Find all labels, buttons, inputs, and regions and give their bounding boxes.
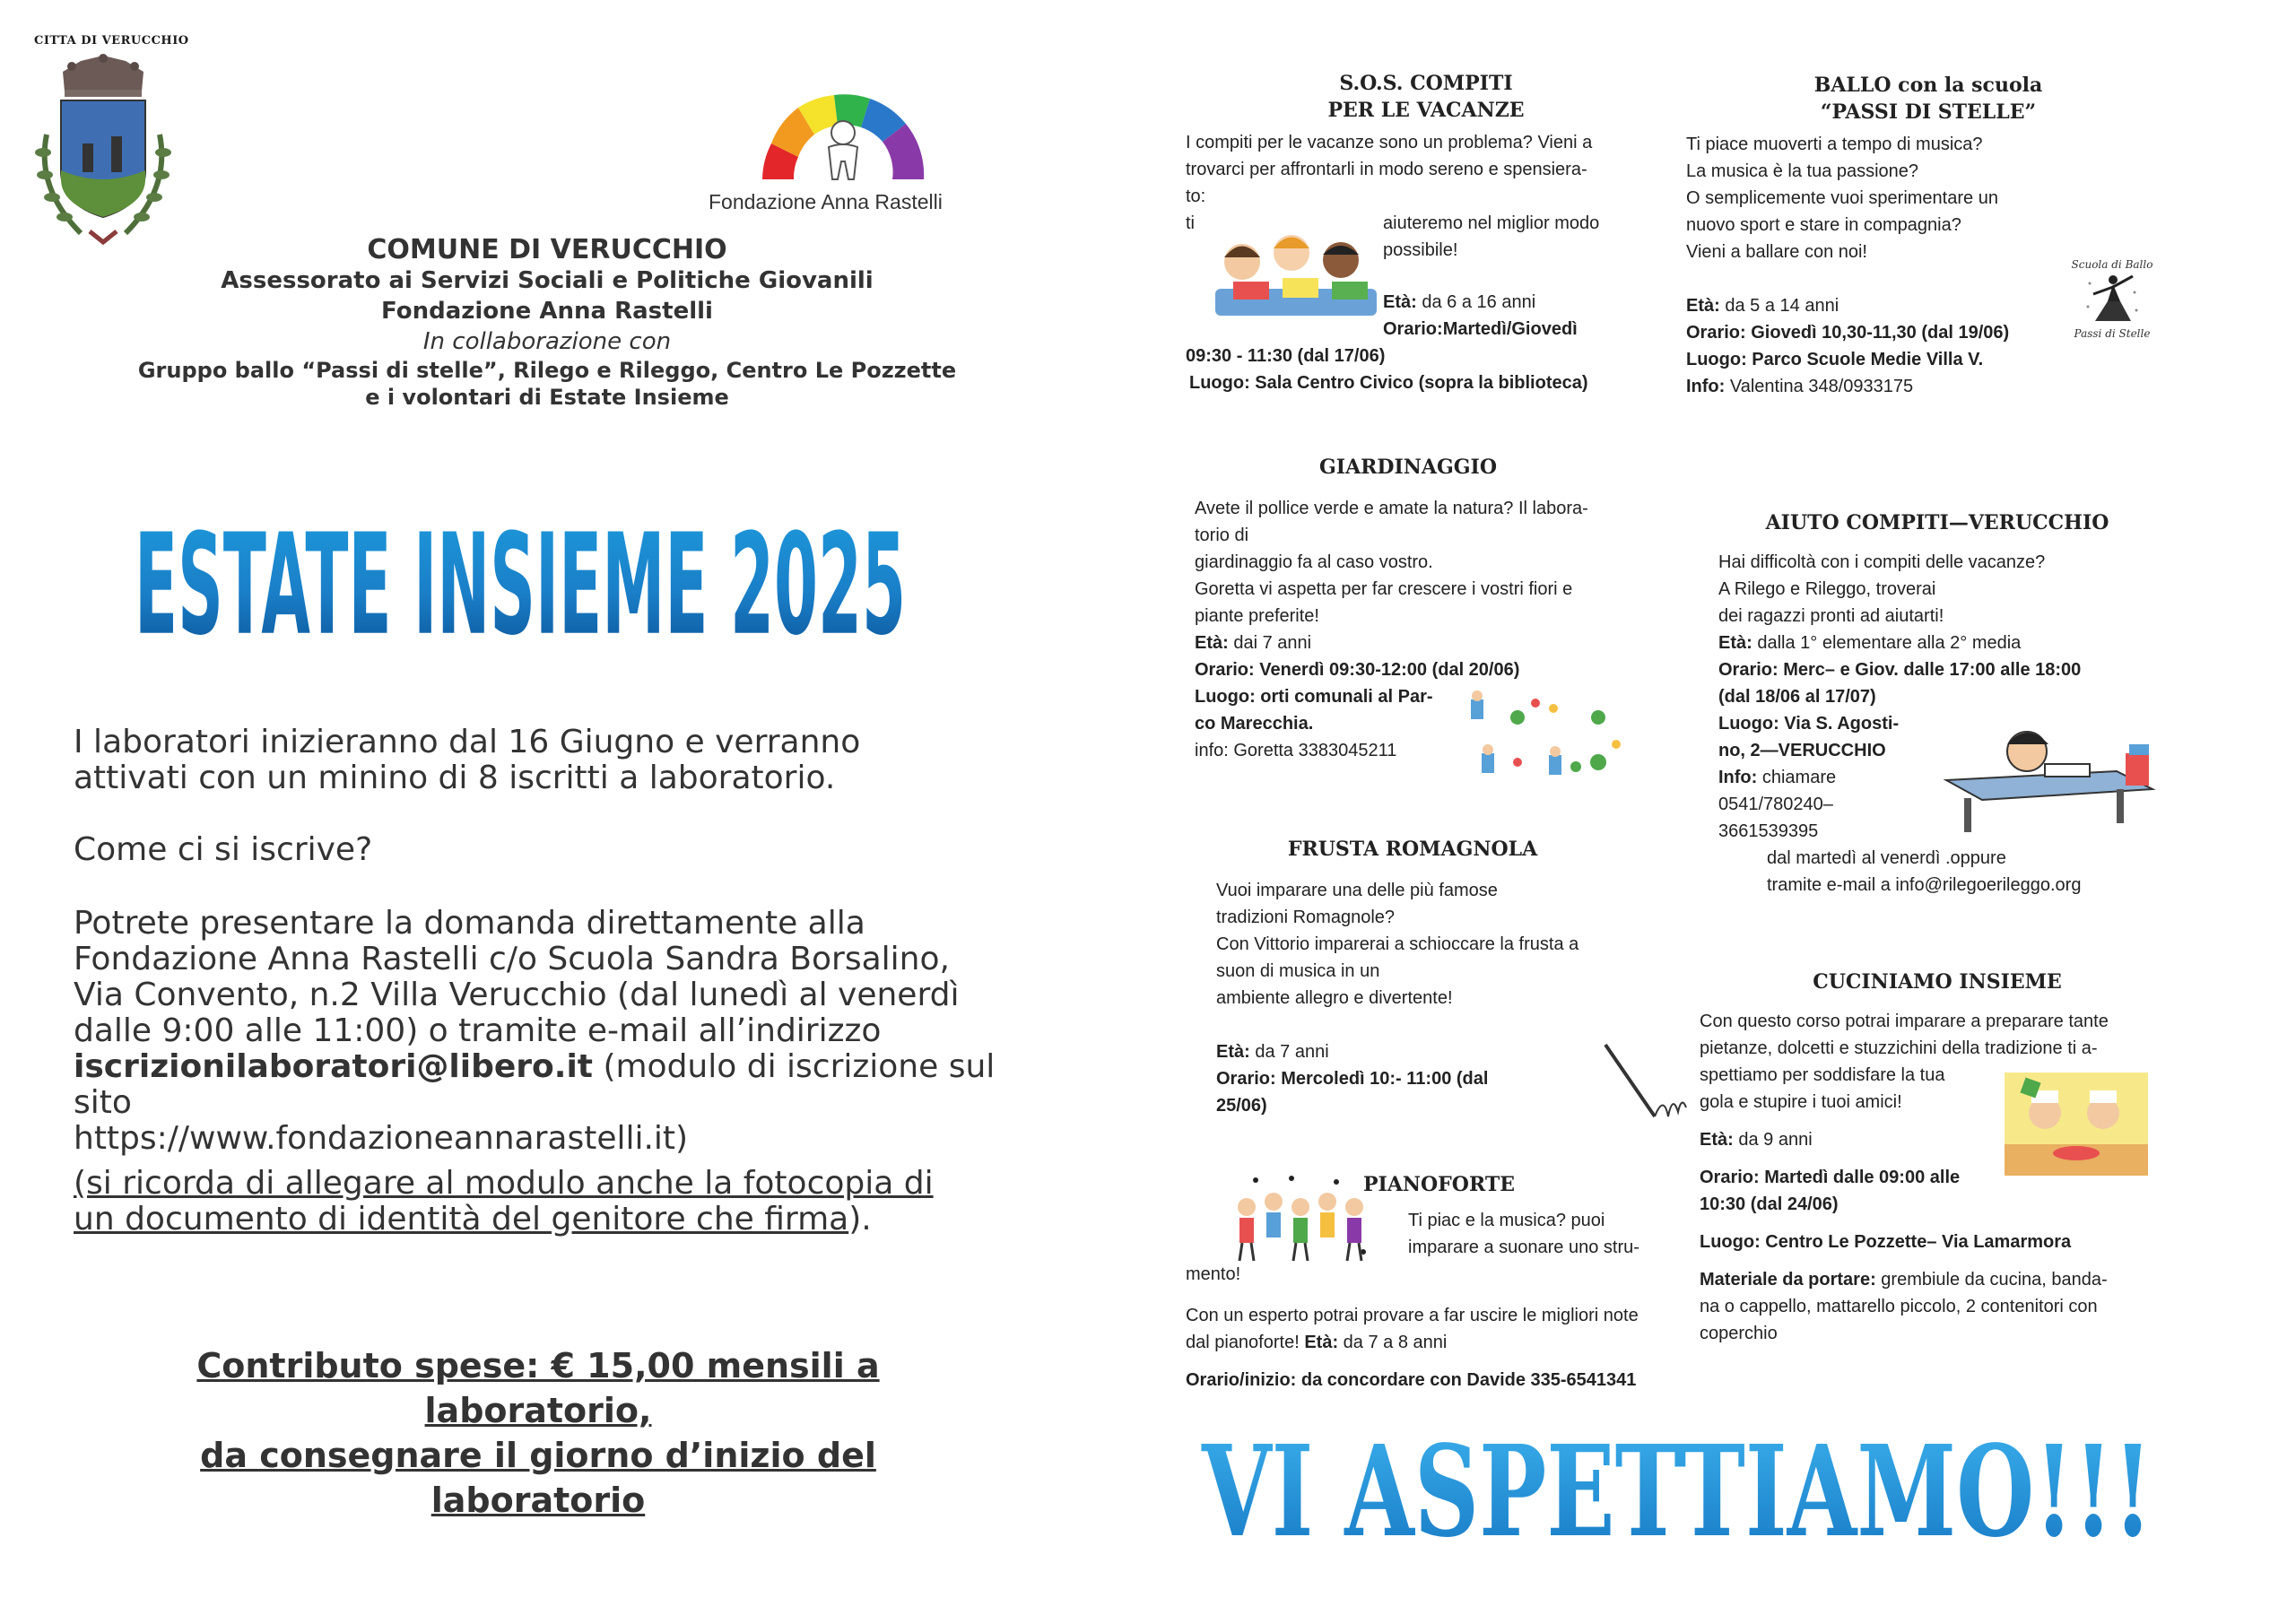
frusta-eta bbox=[1216, 1038, 1665, 1065]
piano-eta-value: da 7 a 8 anni bbox=[1338, 1333, 1448, 1352]
gardening-kids-illustration-icon bbox=[1464, 690, 1625, 789]
piano-eta-label: Età: bbox=[1304, 1333, 1339, 1352]
piano-line-5a: dal pianoforte! bbox=[1186, 1333, 1305, 1352]
frusta-orario-1 bbox=[1216, 1065, 1665, 1092]
cucina-orario-value: Orario: Martedì dalle 09:00 alle bbox=[1700, 1168, 1961, 1187]
sos-eta-value: da 6 a 16 anni bbox=[1416, 292, 1536, 312]
registration-email[interactable]: iscrizionilaboratori@libero.it bbox=[74, 1048, 593, 1085]
aiuto-eta-label: Età: bbox=[1718, 633, 1752, 653]
ballo-body bbox=[1686, 131, 2081, 400]
sos-line-5: possibile! bbox=[1383, 240, 1458, 260]
how-line-2: Fondazione Anna Rastelli c/o Scuola Sandra Borsalino, bbox=[74, 941, 950, 977]
giard-info: info: Goretta 3383045211 bbox=[1195, 741, 1397, 760]
dance-logo-top: Scuola di Ballo bbox=[2071, 258, 2153, 271]
ballo-orario-value: Orario: Giovedì 10,30-11,30 (dal 19/06) bbox=[1686, 323, 2010, 343]
aiuto-luogo-value-2: no, 2—VERUCCHIO bbox=[1718, 741, 1886, 760]
cucina-title: CUCINIAMO INSIEME bbox=[1813, 970, 2062, 994]
sos-luogo bbox=[1189, 369, 1588, 396]
how-to-paragraph bbox=[74, 906, 1033, 1157]
giard-luogo-value-2: co Marecchia. bbox=[1195, 714, 1314, 734]
sos-compiti-section bbox=[1184, 70, 1668, 124]
reminder-paragraph bbox=[74, 1166, 1033, 1238]
frusta-orario-value: Orario: Mercoledì 10:- 11:00 (dal bbox=[1216, 1069, 1489, 1089]
reminder-line-1: (si ricorda di allegare al modulo anche la fotocopia di bbox=[74, 1165, 934, 1202]
intro-line-1: I laboratori inizieranno dal 16 Giugno e verranno bbox=[74, 724, 861, 760]
frusta-eta-label: Età: bbox=[1216, 1042, 1250, 1062]
aiuto-line-3: dei ragazzi pronti ad aiutarti! bbox=[1718, 606, 1944, 626]
ballo-line-2: La musica è la tua passione? bbox=[1686, 161, 1919, 181]
aiuto-mail: tramite e-mail a info@rilegoerileggo.org bbox=[1767, 875, 2082, 895]
reminder-end: ). bbox=[848, 1201, 872, 1238]
how-line-5 bbox=[74, 1049, 1033, 1121]
sos-orario bbox=[1383, 316, 1578, 343]
fee-line-1: Contributo spese: € 15,00 mensili a laboratorio, bbox=[196, 1346, 880, 1430]
main-title-graphic bbox=[126, 430, 915, 664]
ballo-info bbox=[1686, 373, 2081, 400]
cucina-orario-2 bbox=[1700, 1191, 2148, 1218]
dance-logo-bottom: Passi di Stelle bbox=[2074, 327, 2151, 340]
piano-orario bbox=[1186, 1367, 1636, 1394]
sos-title-1: S.O.S. COMPITI bbox=[1339, 72, 1513, 95]
giardinaggio-section bbox=[1166, 454, 1650, 481]
aiuto-orario-value: Orario: Merc– e Giov. dalle 17:00 alle 18:00 bbox=[1718, 660, 2082, 680]
fee-notice bbox=[90, 1343, 987, 1523]
giard-line-4: Goretta vi aspetta per far crescere i vostri fiori e bbox=[1195, 579, 1573, 599]
ballo-eta bbox=[1686, 292, 2081, 319]
how-line-1: Potrete presentare la domanda direttamente alla bbox=[74, 905, 865, 942]
piano-section bbox=[1363, 1171, 1543, 1198]
ballo-eta-value: da 5 a 14 anni bbox=[1719, 296, 1839, 316]
logo-caption: Fondazione Anna Rastelli bbox=[709, 190, 943, 213]
piano-line-5 bbox=[1186, 1329, 1447, 1356]
frusta-line-3: Con Vittorio imparerai a schioccare la frusta a bbox=[1216, 934, 1579, 954]
sos-orario-time: 09:30 - 11:30 (dal 17/06) bbox=[1186, 346, 1386, 366]
header-line-4: In collaborazione con bbox=[422, 328, 672, 355]
ballo-section bbox=[1686, 72, 2170, 126]
cucina-line-3: spettiamo per soddisfare la tua bbox=[1700, 1065, 1945, 1085]
sos-line-3: to: bbox=[1186, 187, 1206, 206]
frusta-body bbox=[1216, 877, 1665, 1119]
giard-eta bbox=[1195, 630, 1661, 656]
cucina-eta-value: da 9 anni bbox=[1733, 1130, 1813, 1150]
how-line-4: dalle 9:00 alle 11:00) o tramite e-mail all’indirizzo bbox=[74, 1012, 882, 1049]
cucina-materiale-label: Materiale da portare: bbox=[1700, 1270, 1876, 1290]
piano-line-2: imparare a suonare uno stru- bbox=[1408, 1238, 1639, 1257]
ballo-luogo bbox=[1686, 346, 2081, 373]
header-line-3: Fondazione Anna Rastelli bbox=[381, 298, 713, 325]
giard-orario-value: Orario: Venerdì 09:30-12:00 (dal 20/06) bbox=[1195, 660, 1520, 680]
cucina-section bbox=[1704, 968, 2170, 995]
aiuto-info-label: Info: bbox=[1718, 768, 1758, 787]
sos-line-1: I compiti per le vacanze sono un problema? Vieni a bbox=[1186, 133, 1593, 152]
header-line-5: Gruppo ballo “Passi di stelle”, Rilego e Rileggo, Centro Le Pozzette bbox=[137, 358, 957, 383]
aiuto-luogo-value: Luogo: Via S. Agosti- bbox=[1718, 714, 1900, 734]
aiuto-info-value: chiamare bbox=[1757, 768, 1837, 787]
aiuto-tel-2: 3661539395 bbox=[1718, 821, 1819, 841]
cucina-materiale-2: na o cappello, mattarello piccolo, 2 contenitori con bbox=[1700, 1297, 2098, 1316]
how-line-3: Via Convento, n.2 Villa Verucchio (dal lunedì al venerdì bbox=[74, 977, 960, 1013]
fee-line-2: da consegnare il giorno d’inizio del laboratorio bbox=[200, 1436, 876, 1520]
how-line-5-rest: (modulo di iscrizione sul sito bbox=[74, 1048, 996, 1121]
website-url[interactable]: https://www.fondazioneannarastelli.it) bbox=[74, 1120, 689, 1157]
header-line-6: e i volontari di Estate Insieme bbox=[365, 385, 729, 410]
city-label: CITTA DI VERUCCHIO bbox=[34, 34, 189, 48]
cucina-line-4: gola e stupire i tuoi amici! bbox=[1700, 1092, 1902, 1112]
piano-title: PIANOFORTE bbox=[1363, 1173, 1515, 1196]
ballo-line-5: Vieni a ballare con noi! bbox=[1686, 242, 1867, 262]
closing-title-graphic bbox=[1193, 1408, 2161, 1560]
sos-title-2: PER LE VACANZE bbox=[1327, 99, 1525, 122]
aiuto-line-1: Hai difficoltà con i compiti delle vacanze? bbox=[1718, 552, 2046, 572]
how-to-heading: Come ci si iscrive? bbox=[74, 831, 373, 868]
frusta-orario-2 bbox=[1216, 1092, 1665, 1119]
cucina-eta-label: Età: bbox=[1700, 1130, 1734, 1150]
ballo-orario bbox=[1686, 319, 2081, 346]
ballo-line-1: Ti piace muoverti a tempo di musica? bbox=[1686, 135, 1983, 154]
aiuto-title: AIUTO COMPITI—VERUCCHIO bbox=[1765, 511, 2109, 534]
intro-line-2: attivati con un minino di 8 iscritti a laboratorio. bbox=[74, 760, 836, 796]
sos-orario-label: Orario: bbox=[1383, 319, 1443, 339]
ballo-line-4: nuovo sport e stare in compagnia? bbox=[1686, 215, 1961, 235]
ballo-eta-label: Età: bbox=[1686, 296, 1720, 316]
sos-line-4a: ti bbox=[1186, 213, 1195, 233]
giard-luogo-value: Luogo: orti comunali al Par- bbox=[1195, 687, 1433, 707]
aiuto-eta bbox=[1718, 630, 2185, 656]
cucina-luogo bbox=[1700, 1229, 2148, 1255]
header-block bbox=[117, 235, 978, 411]
fondazione-rainbow-logo bbox=[735, 72, 951, 197]
giard-line-1: Avete il pollice verde e amate la natura? Il labora- bbox=[1195, 499, 1588, 518]
giard-eta-value: dai 7 anni bbox=[1228, 633, 1312, 653]
giardinaggio-title: GIARDINAGGIO bbox=[1318, 456, 1497, 479]
giard-eta-label: Età: bbox=[1195, 633, 1229, 653]
frusta-line-1: Vuoi imparare una delle più famose bbox=[1216, 881, 1498, 900]
intro-paragraph bbox=[74, 725, 1033, 796]
aiuto-orario-dates: (dal 18/06 al 17/07) bbox=[1718, 687, 1876, 707]
cucina-materiale-1 bbox=[1700, 1266, 2148, 1293]
whip-icon bbox=[1601, 1040, 1691, 1130]
aiuto-orario-1 bbox=[1718, 656, 2185, 683]
giard-line-3: giardinaggio fa al caso vostro. bbox=[1195, 552, 1433, 572]
frusta-line-2: tradizioni Romagnole? bbox=[1216, 908, 1396, 927]
cucina-materiale-3: coperchio bbox=[1700, 1324, 1778, 1343]
sos-orario-value: Martedì/Giovedì bbox=[1442, 319, 1578, 339]
sos-line-4b: aiuteremo nel miglior modo bbox=[1383, 213, 1600, 233]
piano-line-4: Con un esperto potrai provare a far uscire le migliori note bbox=[1186, 1306, 1639, 1325]
cucina-body bbox=[1700, 1008, 2148, 1347]
cucina-orario-date: 10:30 (dal 24/06) bbox=[1700, 1194, 1839, 1214]
aiuto-days: dal martedì al venerdì .oppure bbox=[1767, 848, 2006, 868]
sos-line-2: trovarci per affrontarli in modo sereno e spensiera- bbox=[1186, 160, 1587, 179]
main-title: ESTATE INSIEME 2025 bbox=[135, 503, 906, 664]
ballo-info-value: Valentina 348/0933175 bbox=[1725, 377, 1914, 396]
sos-eta-label: Età: bbox=[1383, 292, 1417, 312]
cucina-line-1: Con questo corso potrai imparare a preparare tante bbox=[1700, 1012, 2109, 1031]
ballo-title-2: “PASSI DI STELLE” bbox=[1820, 100, 2037, 124]
frusta-line-4: suon di musica in un bbox=[1216, 961, 1380, 981]
frusta-orario-date: 25/06) bbox=[1216, 1096, 1267, 1116]
aiuto-line-2: A Rilego e Rileggo, troverai bbox=[1718, 579, 1936, 599]
piano-line-3: mento! bbox=[1186, 1264, 1241, 1284]
header-line-1: COMUNE DI VERUCCHIO bbox=[367, 234, 727, 265]
frusta-title: FRUSTA ROMAGNOLA bbox=[1287, 838, 1538, 861]
cucina-luogo-value: Luogo: Centro Le Pozzette– Via Lamarmora bbox=[1700, 1232, 2072, 1252]
header-line-2: Assessorato ai Servizi Sociali e Politiche Giovanili bbox=[221, 267, 874, 294]
cucina-line-2: pietanze, dolcetti e stuzzichini della tradizione ti a- bbox=[1700, 1038, 2098, 1058]
piano-orario-value: Orario/inizio: da concordare con Davide 335-6541341 bbox=[1186, 1370, 1637, 1390]
piano-line-1: Ti piac e la musica? puoi bbox=[1408, 1211, 1605, 1230]
closing-title: VI ASPETTIAMO!!! bbox=[1201, 1419, 2152, 1560]
giard-orario bbox=[1195, 656, 1661, 683]
ballo-info-label: Info: bbox=[1686, 377, 1726, 396]
ballo-title-1: BALLO con la scuola bbox=[1813, 74, 2043, 97]
cucina-materiale-value: grembiule da cucina, banda- bbox=[1875, 1270, 2108, 1290]
aiuto-section bbox=[1704, 509, 2170, 536]
ballo-line-3: O semplicemente vuoi sperimentare un bbox=[1686, 188, 1998, 208]
sos-orario-2 bbox=[1186, 343, 1385, 369]
sos-eta bbox=[1383, 289, 1535, 316]
frusta-eta-value: da 7 anni bbox=[1249, 1042, 1329, 1062]
singing-kids-illustration-icon bbox=[1229, 1171, 1372, 1270]
reminder-line-2: un documento di identità del genitore che firma bbox=[74, 1201, 849, 1238]
aiuto-eta-value: dalla 1° elementare alla 2° media bbox=[1752, 633, 2022, 653]
sos-luogo-value: Luogo: Sala Centro Civico (sopra la biblioteca) bbox=[1189, 373, 1588, 393]
giard-line-2: torio di bbox=[1195, 525, 1249, 545]
ballo-luogo-value: Luogo: Parco Scuole Medie Villa V. bbox=[1686, 350, 1984, 369]
dance-school-logo bbox=[2063, 258, 2161, 340]
aiuto-tel-1: 0541/780240– bbox=[1718, 795, 1833, 814]
kid-studying-illustration-icon bbox=[1937, 717, 2161, 834]
frusta-section bbox=[1161, 836, 1664, 863]
giard-line-5: piante preferite! bbox=[1195, 606, 1319, 626]
dancer-icon bbox=[2081, 271, 2144, 325]
verucchio-crest-icon bbox=[27, 54, 179, 251]
kids-homework-illustration-icon bbox=[1206, 226, 1386, 320]
frusta-line-5: ambiente allegro e divertente! bbox=[1216, 988, 1453, 1008]
cooking-kids-illustration-icon bbox=[2005, 1073, 2148, 1176]
aiuto-orario-2 bbox=[1718, 683, 2185, 710]
